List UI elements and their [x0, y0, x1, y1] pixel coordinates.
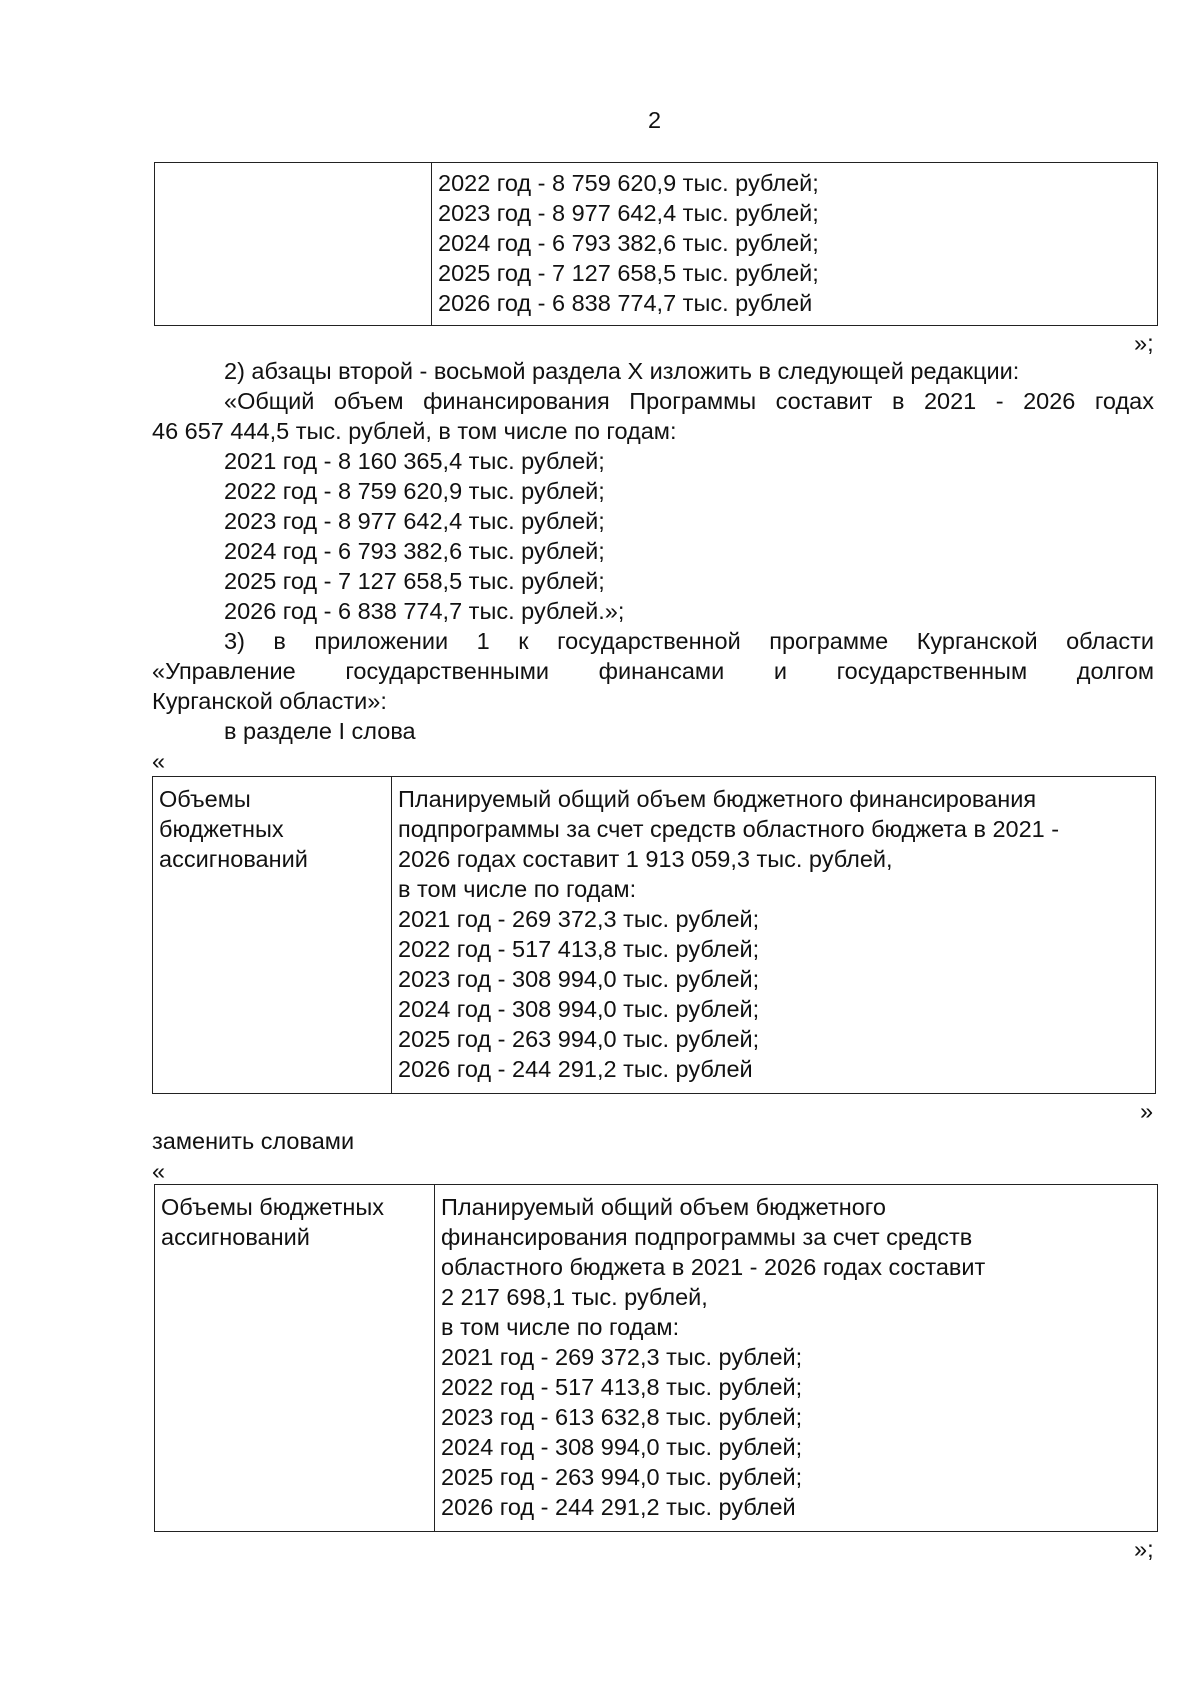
- table-label: ассигнований: [159, 846, 308, 872]
- table-label: бюджетных: [159, 816, 284, 842]
- section-2-intro: 2) абзацы второй - восьмой раздела X изложить в следующей редакции:: [224, 358, 1020, 384]
- quote-open: «: [152, 748, 166, 774]
- funding-table-new: [154, 1184, 1158, 1532]
- table-label: Объемы: [159, 786, 251, 812]
- quote-close: »: [1140, 1098, 1154, 1124]
- table-line: 2025 год - 263 994,0 тыс. рублей;: [398, 1026, 760, 1052]
- year-line: 2021 год - 8 160 365,4 тыс. рублей;: [224, 448, 605, 474]
- table-line: подпрограммы за счет средств областного бюджета в 2021 -: [398, 816, 1060, 842]
- table-divider: [391, 777, 392, 1093]
- table-line: 2021 год - 269 372,3 тыс. рублей;: [441, 1344, 803, 1370]
- table-line: в том числе по годам:: [441, 1314, 680, 1340]
- table-line: Планируемый общий объем бюджетного финансирования: [398, 786, 1037, 812]
- table-line: 2022 год - 8 759 620,9 тыс. рублей;: [438, 170, 819, 196]
- page-number: 2: [648, 107, 662, 133]
- table-line: 2023 год - 613 632,8 тыс. рублей;: [441, 1404, 803, 1430]
- table-line: областного бюджета в 2021 - 2026 годах составит: [441, 1254, 986, 1280]
- table-line: 2 217 698,1 тыс. рублей,: [441, 1284, 708, 1310]
- table-line: в том числе по годам:: [398, 876, 637, 902]
- table-line: 2023 год - 308 994,0 тыс. рублей;: [398, 966, 760, 992]
- table-label: Объемы бюджетных: [161, 1194, 384, 1220]
- table-line: 2024 год - 6 793 382,6 тыс. рублей;: [438, 230, 819, 256]
- section-2-paragraph: «Общий объем финансирования Программы составит в 2021 - 2026 годах: [224, 388, 1154, 414]
- table-line: 2023 год - 8 977 642,4 тыс. рублей;: [438, 200, 819, 226]
- section-3-paragraph: 3) в приложении 1 к государственной программе Курганской области: [224, 628, 1154, 654]
- section-3-subsection: в разделе I слова: [224, 718, 416, 744]
- section-2-paragraph: 46 657 444,5 тыс. рублей, в том числе по годам:: [152, 418, 677, 444]
- table-line: 2026 год - 6 838 774,7 тыс. рублей: [438, 290, 813, 316]
- year-line: 2025 год - 7 127 658,5 тыс. рублей;: [224, 568, 605, 594]
- table-line: 2026 год - 244 291,2 тыс. рублей: [441, 1494, 796, 1520]
- table-line: 2022 год - 517 413,8 тыс. рублей;: [398, 936, 760, 962]
- year-line: 2022 год - 8 759 620,9 тыс. рублей;: [224, 478, 605, 504]
- quote-close: »;: [1134, 1536, 1154, 1562]
- year-line: 2026 год - 6 838 774,7 тыс. рублей.»;: [224, 598, 625, 624]
- table-divider: [434, 1185, 435, 1531]
- year-line: 2024 год - 6 793 382,6 тыс. рублей;: [224, 538, 605, 564]
- section-3-paragraph: «Управление государственными финансами и государственным долгом: [152, 658, 1154, 684]
- quote-close: »;: [1134, 330, 1154, 356]
- quote-open: «: [152, 1158, 166, 1184]
- funding-table-top: [154, 162, 1158, 326]
- year-line: 2023 год - 8 977 642,4 тыс. рублей;: [224, 508, 605, 534]
- table-line: Планируемый общий объем бюджетного: [441, 1194, 886, 1220]
- table-divider: [431, 163, 432, 325]
- table-label: ассигнований: [161, 1224, 310, 1250]
- table-line: 2024 год - 308 994,0 тыс. рублей;: [398, 996, 760, 1022]
- table-line: 2024 год - 308 994,0 тыс. рублей;: [441, 1434, 803, 1460]
- table-line: 2025 год - 263 994,0 тыс. рублей;: [441, 1464, 803, 1490]
- section-3-paragraph: Курганской области»:: [152, 688, 387, 714]
- table-line: 2026 годах составит 1 913 059,3 тыс. рублей,: [398, 846, 893, 872]
- table-line: 2022 год - 517 413,8 тыс. рублей;: [441, 1374, 803, 1400]
- replace-text: заменить словами: [152, 1128, 355, 1154]
- table-line: 2025 год - 7 127 658,5 тыс. рублей;: [438, 260, 819, 286]
- table-line: финансирования подпрограммы за счет средств: [441, 1224, 973, 1250]
- funding-table-old: [152, 776, 1156, 1094]
- table-line: 2021 год - 269 372,3 тыс. рублей;: [398, 906, 760, 932]
- table-line: 2026 год - 244 291,2 тыс. рублей: [398, 1056, 753, 1082]
